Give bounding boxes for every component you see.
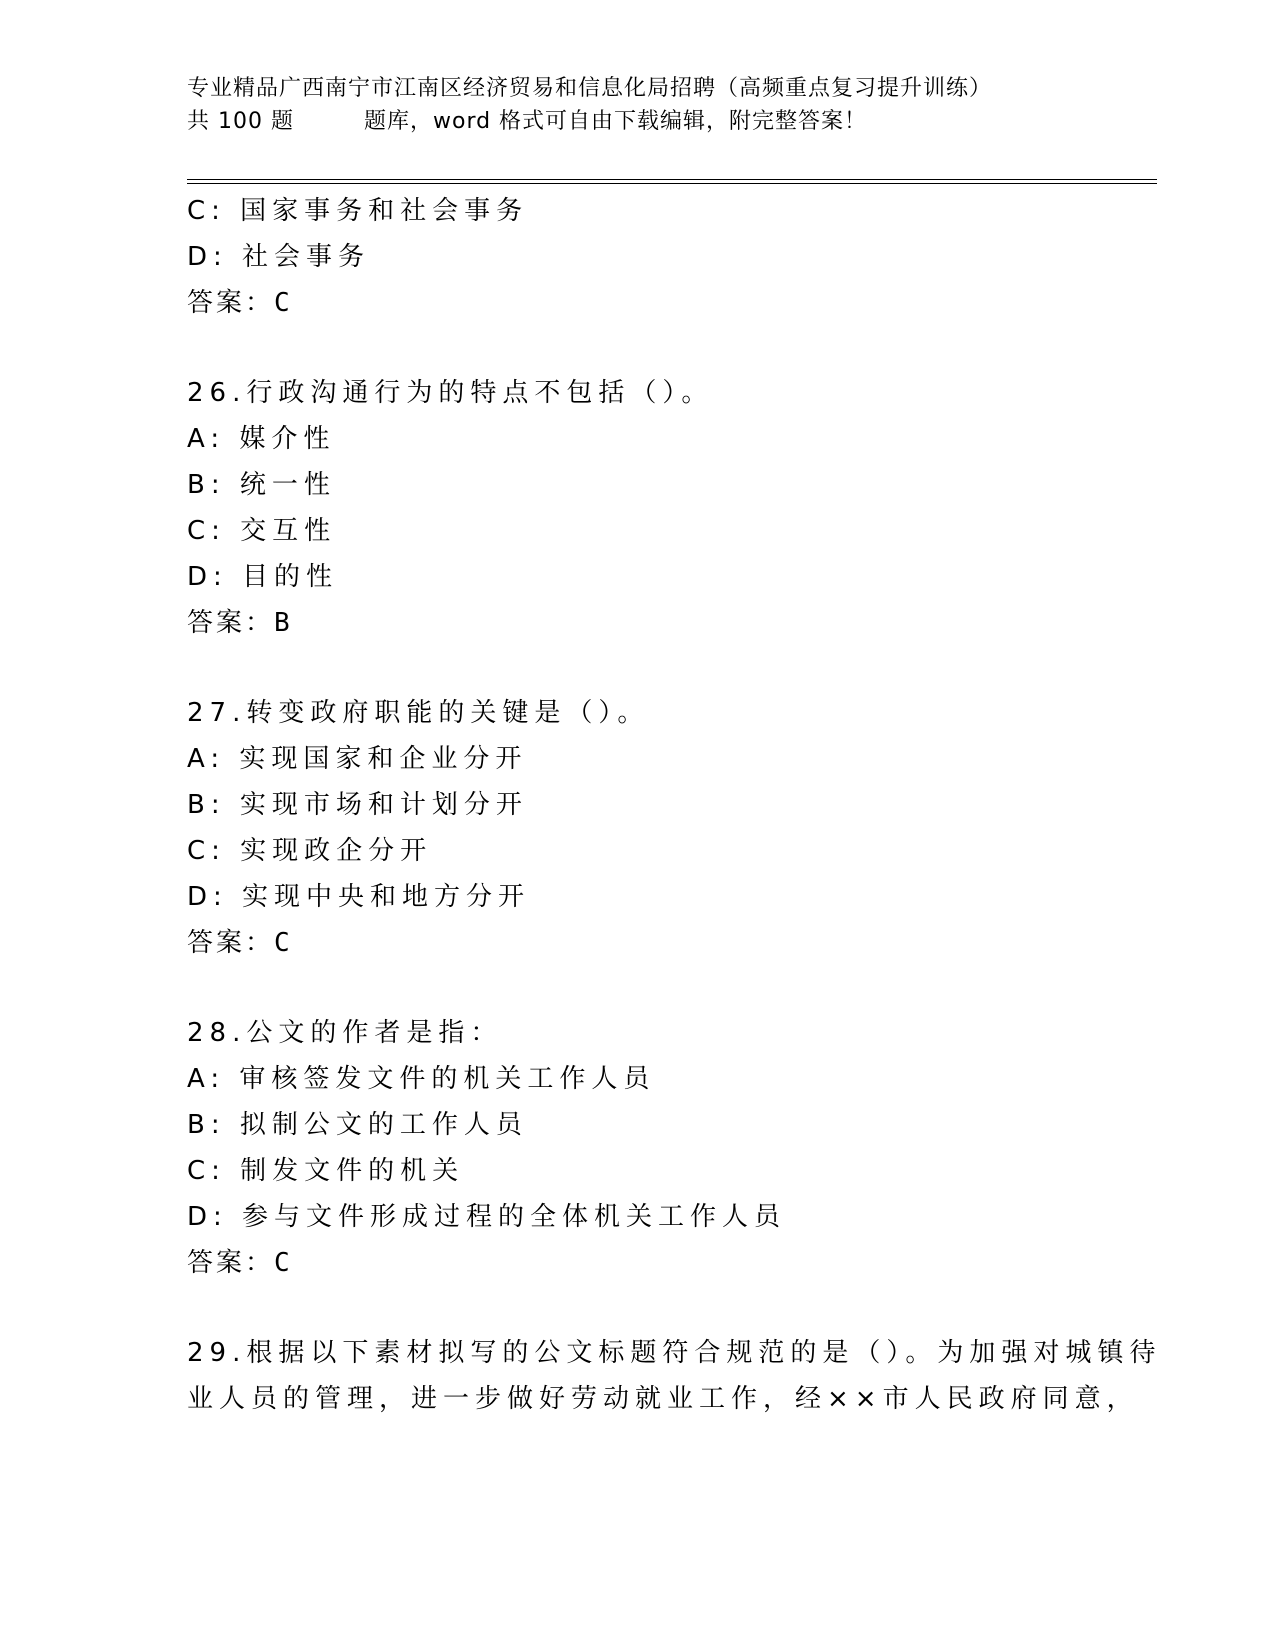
answer-line (187, 280, 1087, 326)
answer-label: 答案： (187, 288, 275, 318)
header-divider-top (187, 179, 1157, 180)
answer-label: 答案： (187, 1248, 275, 1278)
option-c: C: 制发文件的机关 (187, 1156, 465, 1186)
question-stem-line-2: 业人员的管理，进一步做好劳动就业工作，经××市人民政府同意， (187, 1384, 1139, 1414)
answer-value: C (274, 288, 293, 318)
question-25-partial (187, 188, 1087, 326)
question-27 (187, 690, 1087, 966)
header-description: 题库，word 格式可自由下载编辑，附完整答案！ (363, 109, 868, 134)
answer-value: B (274, 608, 293, 638)
question-count: 共 100 题 (187, 109, 294, 134)
answer-line (187, 920, 1087, 966)
option-b: B: 统一性 (187, 470, 336, 500)
answer-line (187, 600, 1087, 646)
option-d: D: 社会事务 (187, 242, 371, 272)
option-a: A: 审核签发文件的机关工作人员 (187, 1064, 656, 1094)
answer-value: C (274, 928, 293, 958)
option-a: A: 媒介性 (187, 424, 336, 454)
question-stem: 27.转变政府职能的关键是（）。 (187, 698, 650, 728)
question-stem: 26.行政沟通行为的特点不包括（）。 (187, 378, 714, 408)
question-list (187, 188, 1162, 1422)
question-stem: 28.公文的作者是指： (187, 1018, 503, 1048)
header-divider-bottom (187, 183, 1157, 184)
document-header (187, 72, 1087, 138)
question-26 (187, 370, 1087, 646)
answer-label: 答案： (187, 608, 275, 638)
option-c: C: 交互性 (187, 516, 337, 546)
header-title-line: 专业精品广西南宁市江南区经济贸易和信息化局招聘（高频重点复习提升训练） (187, 76, 993, 101)
question-28 (187, 1010, 1087, 1286)
option-c: C: 实现政企分开 (187, 836, 433, 866)
question-stem-line-1: 29.根据以下素材拟写的公文标题符合规范的是（）。为加强对城镇待 (187, 1338, 1162, 1368)
option-c: C: 国家事务和社会事务 (187, 196, 529, 226)
option-d: D: 目的性 (187, 562, 339, 592)
option-b: B: 实现市场和计划分开 (187, 790, 528, 820)
option-a: A: 实现国家和企业分开 (187, 744, 528, 774)
option-b: B: 拟制公文的工作人员 (187, 1110, 528, 1140)
option-d: D: 实现中央和地方分开 (187, 882, 531, 912)
answer-value: C (274, 1248, 293, 1278)
answer-line (187, 1240, 1087, 1286)
question-29 (187, 1330, 1162, 1422)
option-d: D: 参与文件形成过程的全体机关工作人员 (187, 1202, 787, 1232)
answer-label: 答案： (187, 928, 275, 958)
header-subtitle-line (187, 105, 1087, 138)
